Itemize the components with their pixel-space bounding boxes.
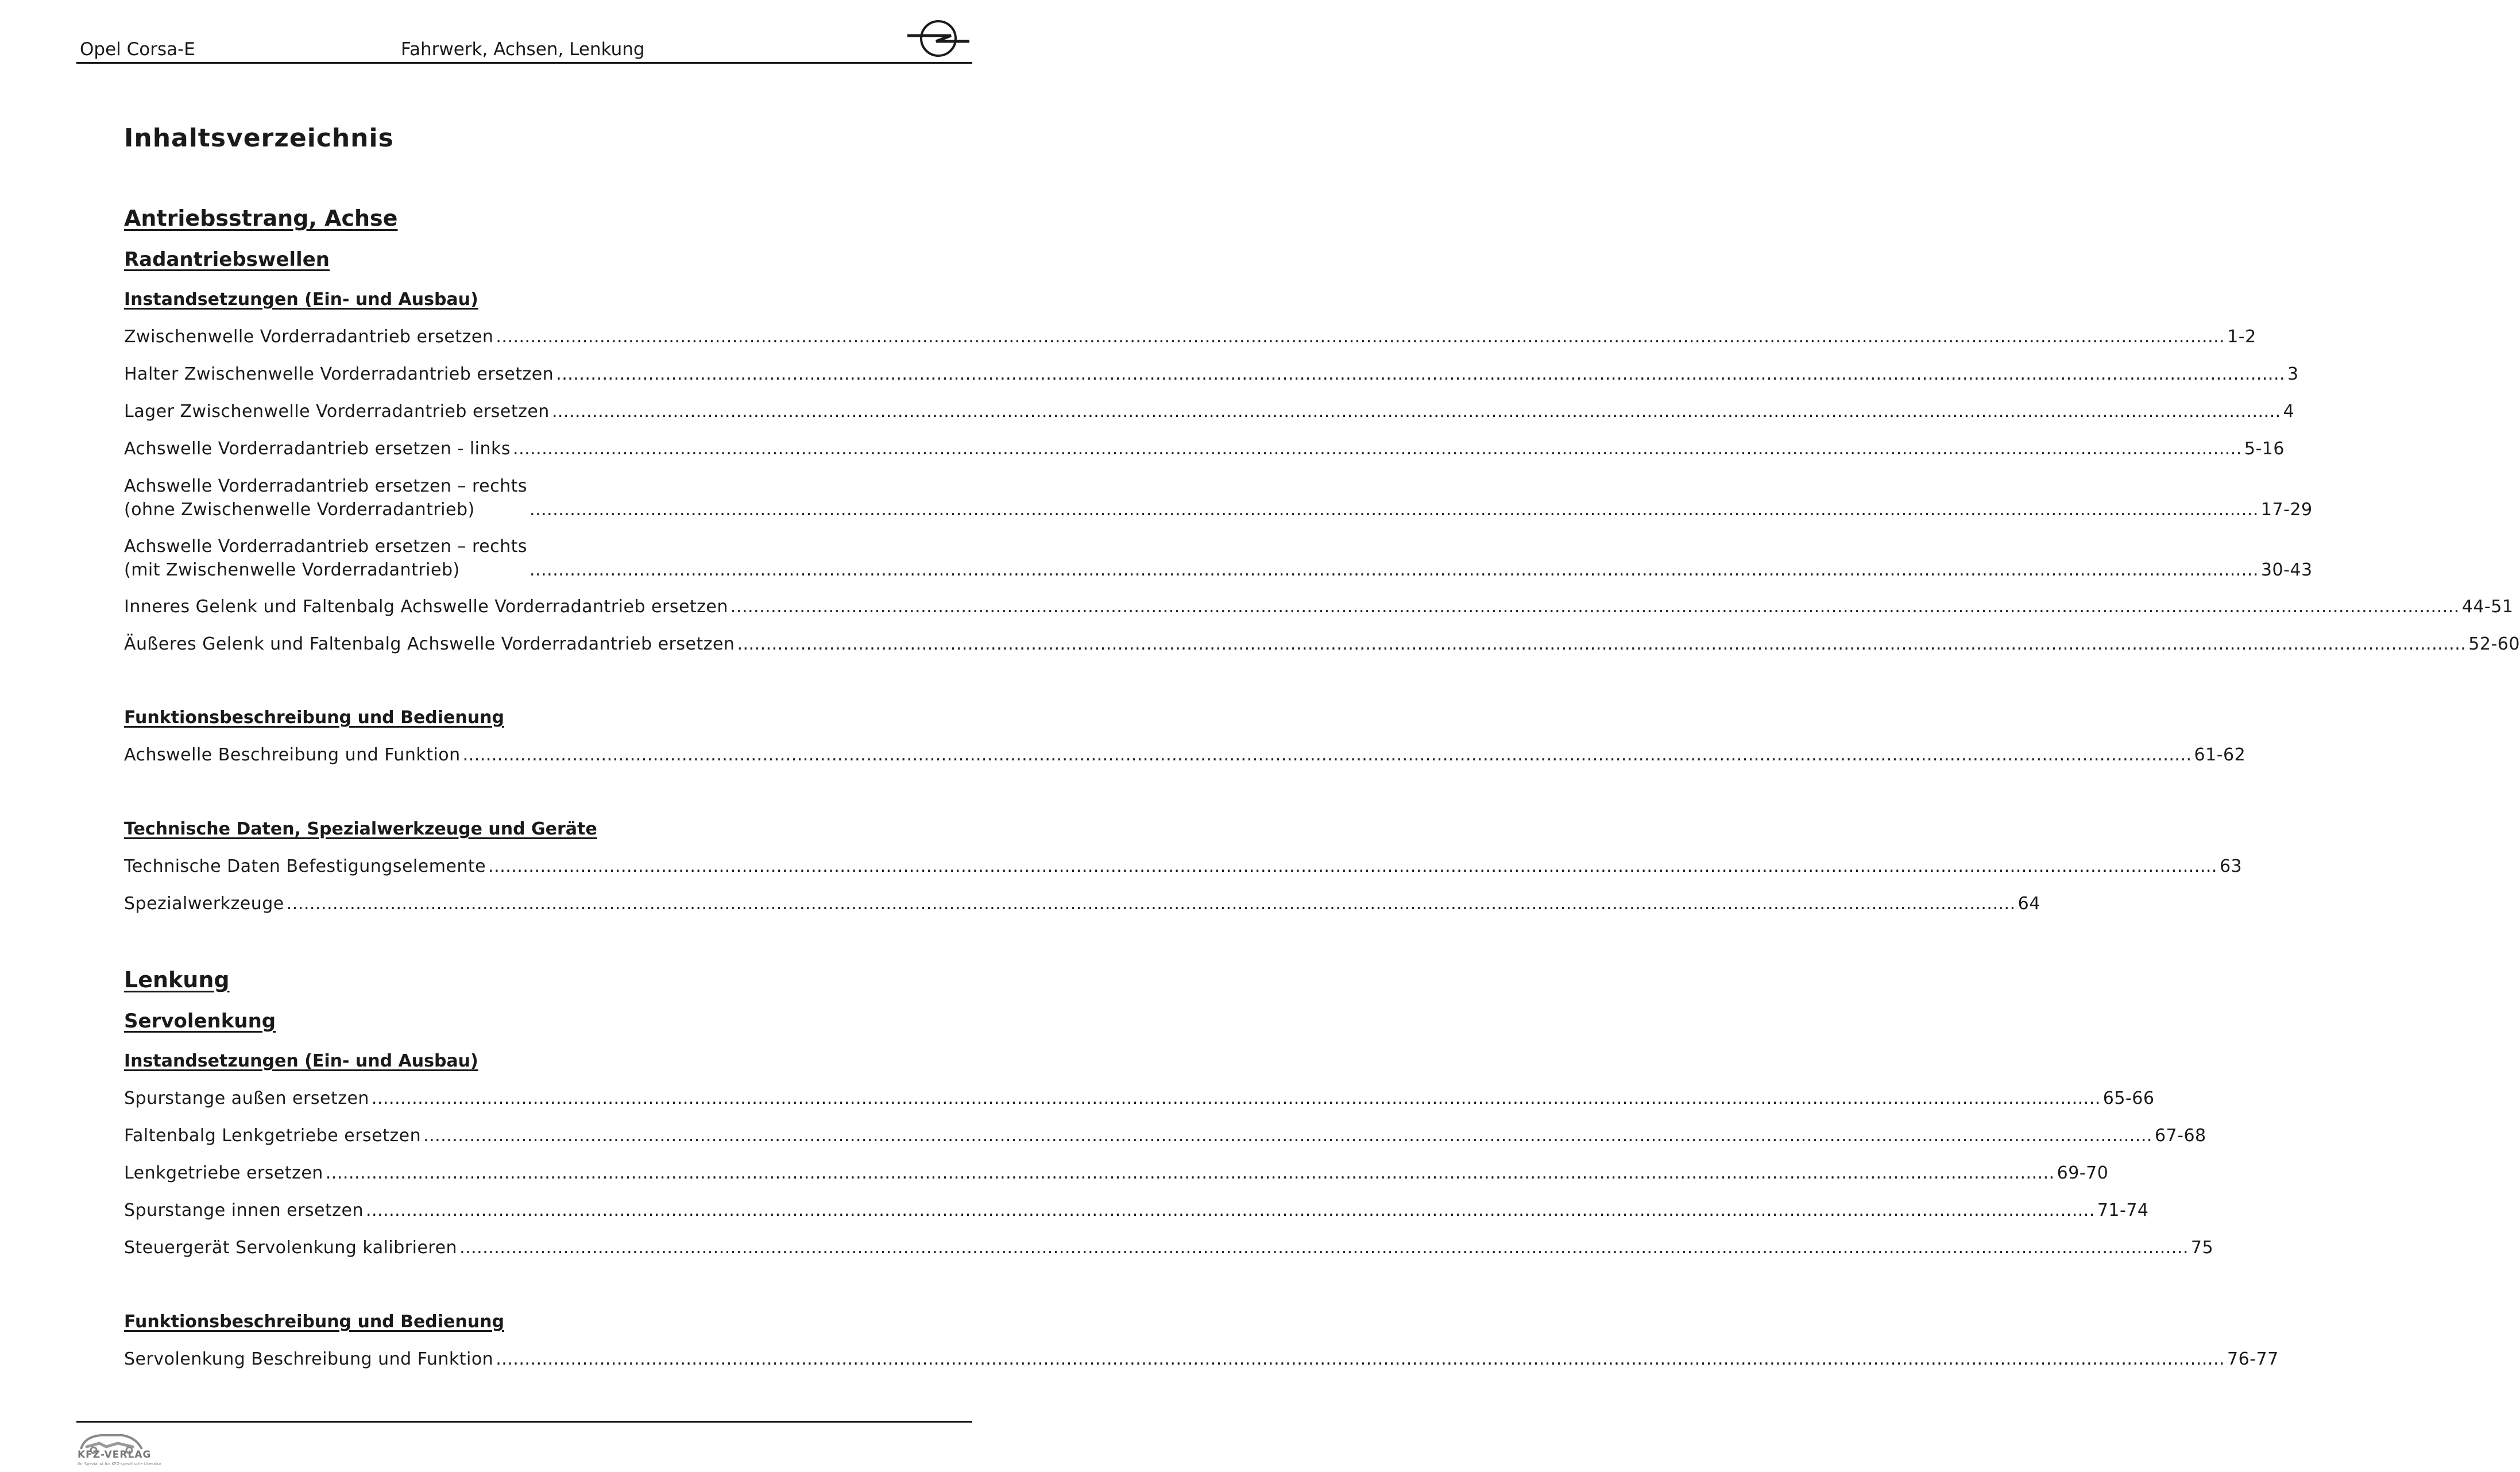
page-title: Inhaltsverzeichnis [124,123,394,153]
toc-entry-page: 44-51 [2461,597,2514,617]
toc-entry[interactable] [124,1236,2214,1259]
toc-entry-label: Achswelle Vorderradantrieb ersetzen – rechts (ohne Zwischenwelle Vorderradantrieb) [124,476,528,520]
group-heading-lenkung: Lenkung [124,967,230,992]
toc-entry-label: Achswelle Vorderradantrieb ersetzen – rechts (mit Zwischenwelle Vorderradantrieb) [124,536,528,580]
toc-entry-page: 1-2 [2227,327,2256,347]
toc-entry-leader: ............................................................................................................................................................................................................................................................................................................ [496,327,2225,347]
toc-entry-label: Technische Daten Befestigungselemente [124,856,486,876]
toc-entry-page: 3 [2287,364,2299,384]
toc-entry[interactable] [124,855,2243,878]
toc-entry-page: 75 [2190,1238,2214,1258]
toc-entry[interactable] [124,362,2299,386]
toc-entry[interactable] [124,632,2520,656]
toc-entry-label: Äußeres Gelenk und Faltenbalg Achswelle Vorderradantrieb ersetzen [124,634,735,654]
group-heading-antriebsstrang: Antriebsstrang, Achse [124,206,398,231]
toc-entry-label: Achswelle Beschreibung und Funktion [124,745,461,765]
toc-entry[interactable] [124,474,2313,521]
toc-entry-leader: ............................................................................................................................................................................................................................................................................................................ [371,1088,2101,1108]
toc-entry-page: 52-60 [2468,634,2520,654]
toc-entry[interactable] [124,437,2285,461]
header-model: Opel Corsa-E [80,39,195,60]
header-section-title: Fahrwerk, Achsen, Lenkung [401,39,645,60]
toc-entry-leader: ............................................................................................................................................................................................................................................................................................................ [551,401,2281,422]
toc-entry[interactable] [124,535,2313,582]
toc-entry-label: Faltenbalg Lenkgetriebe ersetzen [124,1126,422,1146]
toc-entry[interactable] [124,892,2040,915]
toc-entry-page: 76-77 [2227,1349,2279,1369]
toc-entry-label: Achswelle Vorderradantrieb ersetzen - links [124,439,511,459]
toc-entry[interactable] [124,1161,2109,1185]
page-footer [76,1421,972,1472]
page-header [76,34,972,64]
toc-entry-leader: ............................................................................................................................................................................................................................................................................................................ [325,1163,2055,1183]
toc-entry-page: 71-74 [2097,1200,2149,1220]
toc-entry-label: Spurstange außen ersetzen [124,1088,369,1108]
toc-entry-page: 30-43 [2260,560,2313,580]
toc-entry-page: 17-29 [2260,500,2313,520]
section-heading-instandsetzungen: Instandsetzungen (Ein- und Ausbau) [124,289,478,310]
toc-entry[interactable] [124,1087,2155,1110]
toc-entry-page: 67-68 [2154,1126,2206,1146]
toc-entry-label: Inneres Gelenk und Faltenbalg Achswelle Vorderradantrieb ersetzen [124,597,728,617]
subgroup-heading-servolenkung: Servolenkung [124,1010,276,1033]
toc-entry[interactable] [124,595,2514,619]
toc-entry-page: 61-62 [2194,745,2246,765]
toc-entry-leader: ............................................................................................................................................................................................................................................................................................................ [556,364,2286,384]
toc-entry-page: 5-16 [2244,439,2285,459]
opel-blitz-logo-icon [905,15,972,62]
section-heading-funktionsbeschreibung: Funktionsbeschreibung und Bedienung [124,708,504,728]
footer-brand: KFZ-VERLAG [78,1449,152,1461]
toc-entry-leader: ............................................................................................................................................................................................................................................................................................................ [730,597,2460,617]
toc-entry-page: 65-66 [2102,1088,2155,1108]
toc-entry-label: Spurstange innen ersetzen [124,1200,364,1220]
toc-entry-leader: ............................................................................................................................................................................................................................................................................................................ [513,439,2242,459]
toc-entry-leader: ............................................................................................................................................................................................................................................................................................................ [423,1126,2152,1146]
footer-tagline: Ihr Spezialist für KFZ-spezifische Literatur [78,1462,162,1466]
toc-entry-leader: ............................................................................................................................................................................................................................................................................................................ [462,745,2192,765]
toc-entry[interactable] [124,743,2246,767]
toc-entry-leader: ............................................................................................................................................................................................................................................................................................................ [496,1349,2225,1369]
toc-entry[interactable] [124,325,2256,349]
toc-entry-label: Zwischenwelle Vorderradantrieb ersetzen [124,327,494,347]
toc-entry-label: Servolenkung Beschreibung und Funktion [124,1349,494,1369]
toc-entry[interactable] [124,400,2295,423]
toc-entry-leader: ............................................................................................................................................................................................................................................................................................................ [737,634,2467,654]
toc-entry-leader: ............................................................................................................................................................................................................................................................................................................ [459,1238,2189,1258]
toc-entry-leader: ............................................................................................................................................................................................................................................................................................................ [529,560,2259,580]
toc-entry-page: 69-70 [2057,1163,2109,1183]
toc-entry-page: 64 [2017,894,2040,914]
toc-entry[interactable] [124,1124,2206,1148]
toc-entry-page: 4 [2283,401,2295,422]
toc-entry[interactable] [124,1199,2149,1222]
toc-entry-leader: ............................................................................................................................................................................................................................................................................................................ [488,856,2217,876]
section-heading-funktionsbeschreibung: Funktionsbeschreibung und Bedienung [124,1312,504,1332]
toc-entry-label: Lager Zwischenwelle Vorderradantrieb ersetzen [124,401,550,422]
toc-entry[interactable] [124,1347,2279,1371]
section-heading-instandsetzungen: Instandsetzungen (Ein- und Ausbau) [124,1051,478,1071]
toc-entry-leader: ............................................................................................................................................................................................................................................................................................................ [366,1200,2095,1220]
toc-entry-label: Lenkgetriebe ersetzen [124,1163,323,1183]
toc-entry-page: 63 [2219,856,2243,876]
toc-entry-label: Steuergerät Servolenkung kalibrieren [124,1238,458,1258]
toc-entry-label: Spezialwerkzeuge [124,894,284,914]
toc-entry-label: Halter Zwischenwelle Vorderradantrieb ersetzen [124,364,554,384]
toc-entry-leader: ............................................................................................................................................................................................................................................................................................................ [529,500,2259,520]
section-heading-technische-daten: Technische Daten, Spezialwerkzeuge und Geräte [124,819,597,839]
subgroup-heading-radantriebswellen: Radantriebswellen [124,248,330,271]
toc-entry-leader: ............................................................................................................................................................................................................................................................................................................ [286,894,2016,914]
